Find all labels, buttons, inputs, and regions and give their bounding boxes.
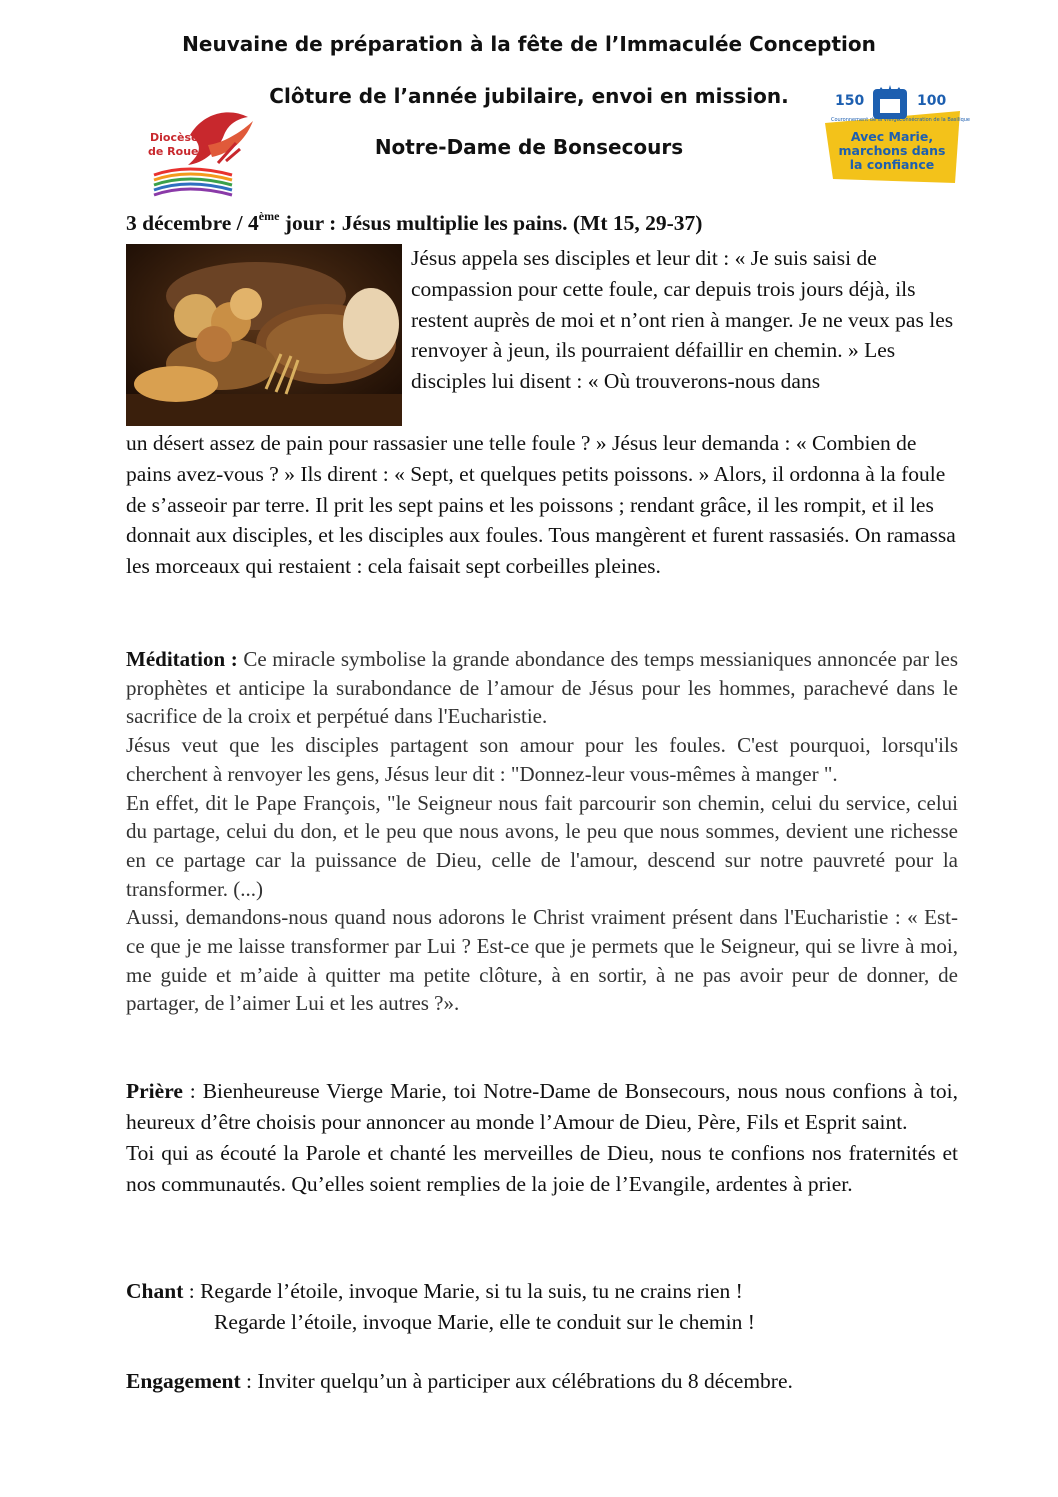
engagement-text: : Inviter quelqu’un à participer aux célébrations du 8 décembre. <box>240 1369 793 1393</box>
priere-text-1: : Bienheureuse Vierge Marie, toi Notre-Dame de Bonsecours, nous nous confions à toi, heureux d’être choisis pour annoncer au monde l’Amour de Dieu, Père, Fils et Esprit saint. <box>126 1079 958 1134</box>
day-title <box>126 211 702 236</box>
chant-section <box>126 1276 958 1338</box>
meditation-section <box>126 645 958 1018</box>
priere-paragraph <box>126 1076 958 1138</box>
meditation-text-4: Aussi, demandons-nous quand nous adorons le Christ vraiment présent dans l'Eucharistie : « Est-ce que je me laisse transformer par Lui ? Est-ce que je permets que le Seigneur, qui se livre à moi, me guide et m’aide à quitter ma petite clôture, à en sortir, à ne pas avoir peur de donner, de partager, de l’aimer Lui et les autres ?». <box>126 905 958 1016</box>
gospel-text-top: Jésus appela ses disciples et leur dit : « Je suis saisi de compassion pour cette foule, car depuis trois jours déjà, ils restent auprès de moi et n’ont rien à manger. Je ne veux pas les renvoyer à jeun, ils pourraient défaillir en chemin. » Les disciples lui disent : « Où trouverons-nous dans <box>411 246 954 394</box>
header-subtitle: Clôture de l’année jubilaire, envoi en mission. <box>269 84 789 108</box>
chant-label: Chant <box>126 1279 184 1303</box>
dove-logo-icon <box>148 105 260 200</box>
priere-text-2: Toi qui as écouté la Parole et chanté les merveilles de Dieu, nous te confions nos fraternités et nos communautés. Qu’elles soient remplies de la joie de l’Evangile, ardentes à prier. <box>126 1141 958 1196</box>
meditation-text-1: Ce miracle symbolise la grande abondance des temps messianiques annoncée par les prophètes et anticipe la surabondance de l’amour de Jésus pour les hommes, parachevé dans le sacrifice de la croix et perpétué dans l'Eucharistie. <box>126 647 958 729</box>
chant-text-1: : Regarde l’étoile, invoque Marie, si tu la suis, tu ne crains rien ! <box>183 1279 743 1303</box>
meditation-text-2: Jésus veut que les disciples partagent son amour pour les foules. C'est pourquoi, lorsqu'ils cherchent à renvoyer les gens, Jésus leur dit : "Donnez-leur vous-mêmes à manger ". <box>126 733 958 786</box>
chant-line-2: Regarde l’étoile, invoque Marie, elle te conduit sur le chemin ! <box>214 1310 755 1334</box>
badge-small-2: Consécration de la Basilique <box>899 117 971 123</box>
crown-logo-icon <box>825 83 971 183</box>
chant-line-1 <box>126 1276 958 1307</box>
header-title: Neuvaine de préparation à la fête de l’Immaculée Conception <box>182 32 876 56</box>
badge-slogan-1: Avec Marie, <box>850 129 934 144</box>
meditation-label: Méditation : <box>126 647 238 671</box>
meditation-text-3: En effet, dit le Pape François, "le Seigneur nous fait parcourir son chemin, celui du service, celui du partage, celui du don, et le peu que nous avons, le peu que nous sommes, devient une richesse en ce partage car la puissance de Dieu, celle de l'amour, descend sur notre pauvreté pour la transformer. (...) <box>126 790 958 901</box>
engagement-section <box>126 1369 958 1394</box>
logo-left-line1: Diocèse <box>150 131 199 144</box>
badge-slogan-2: marchons dans <box>838 143 946 158</box>
header-location: Notre-Dame de Bonsecours <box>374 135 684 159</box>
day-title-main: 3 décembre / 4 <box>126 211 259 235</box>
badge-slogan-3: la confiance <box>849 157 935 172</box>
priere-section <box>126 1076 958 1200</box>
meditation-paragraph <box>126 645 958 731</box>
engagement-label: Engagement <box>126 1369 241 1393</box>
badge-number-100: 100 <box>917 93 947 109</box>
priere-label: Prière <box>126 1079 183 1103</box>
bread-photo-icon <box>126 244 402 426</box>
logo-left-line2: de Rouen <box>148 145 207 158</box>
badge-number-150: 150 <box>835 93 865 109</box>
badge-small-1: Couronnement de la Vierge <box>831 117 900 123</box>
gospel-text-rest: un désert assez de pain pour rassasier une telle foule ? » Jésus leur demanda : « Combien de pains avez-vous ? » Ils dirent : « Sept, et quelques petits poissons. » Alors, il ordonna à la foule de s’asseoir par terre. Il prit les sept pains et les poissons ; rendant grâce, il les rompit, et il les donnait aux disciples, et les disciples aux foules. Tous mangèrent et furent rassasiés. On ramassa les morceaux qui restaient : cela faisait sept corbeilles pleines. <box>126 431 956 579</box>
day-title-rest: jour : Jésus multiplie les pains. (Mt 15, 29-37) <box>279 211 703 235</box>
day-title-sup: ème <box>258 209 280 223</box>
